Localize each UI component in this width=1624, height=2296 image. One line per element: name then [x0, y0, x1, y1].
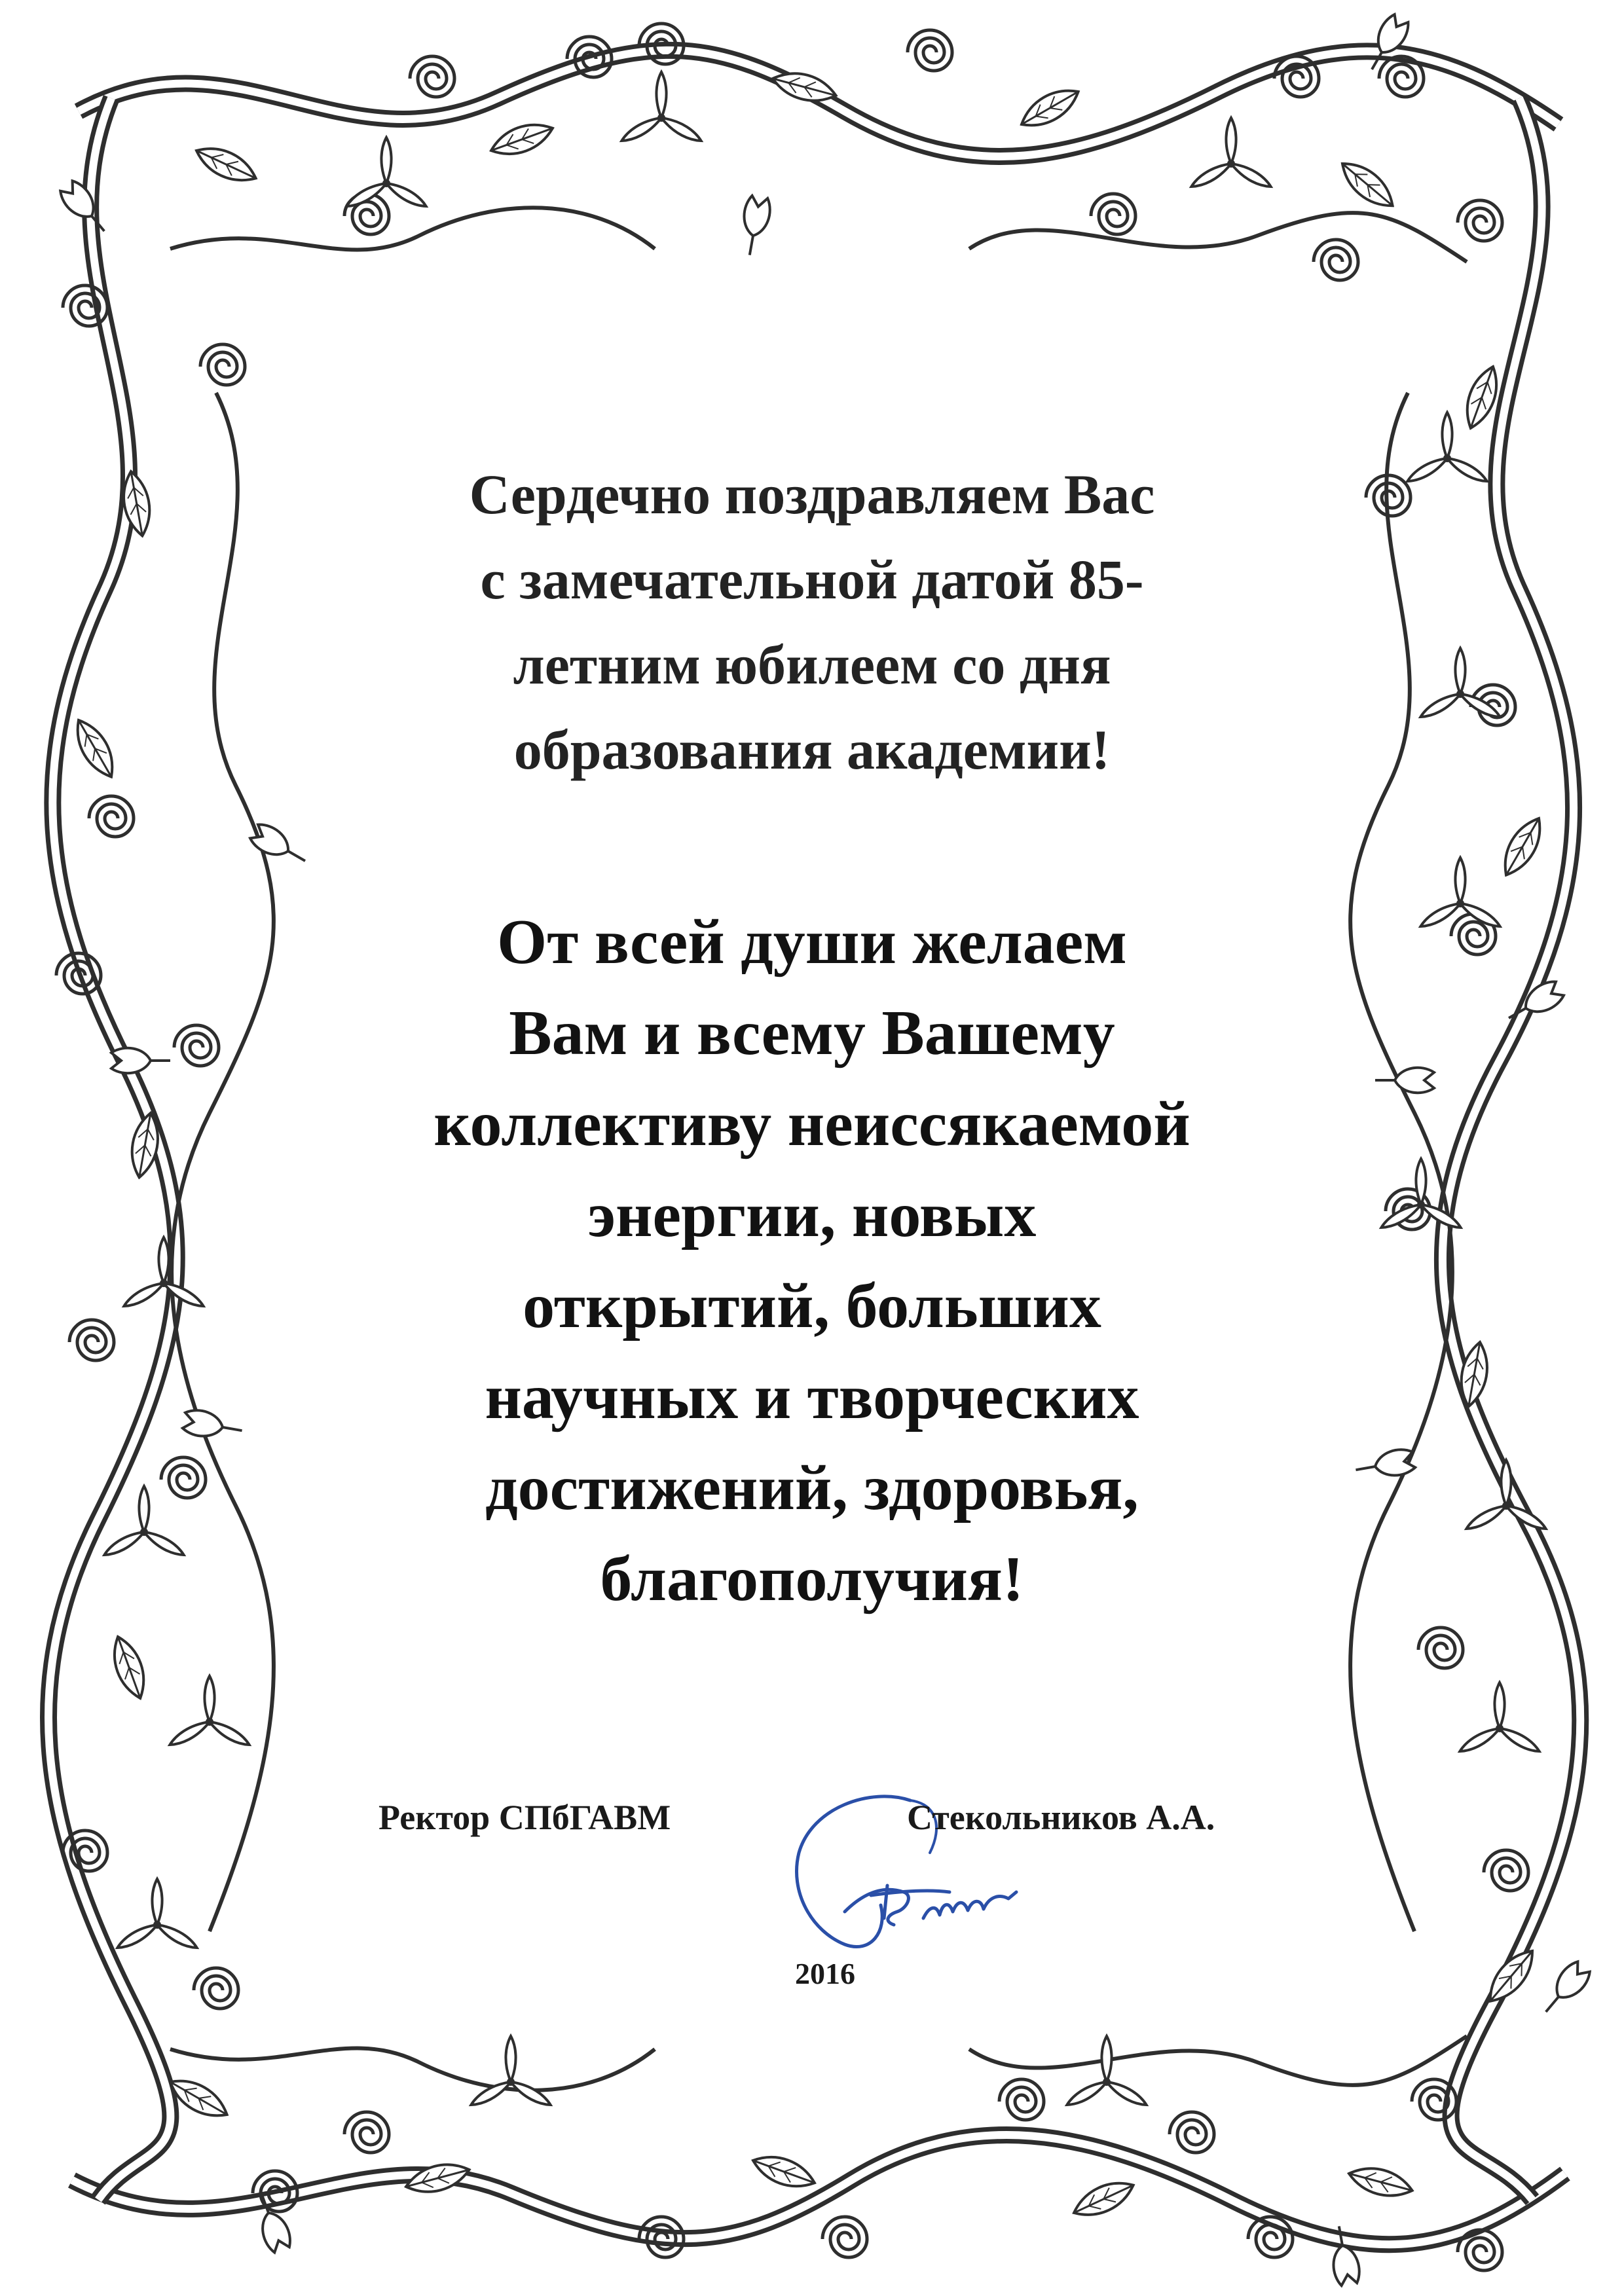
wishes-line: благополучия! [600, 1544, 1024, 1614]
signer-name: Стекольников А.А. [907, 1798, 1215, 1837]
wishes-line: открытий, больших [523, 1271, 1101, 1341]
signer-position: Ректор СПбГАВМ [378, 1798, 671, 1837]
greeting-line: Сердечно поздравляем Вас [469, 463, 1155, 526]
wishes-paragraph [314, 897, 1310, 1625]
greeting-line: летним юбилеем со дня [513, 633, 1111, 696]
document-year: 2016 [795, 1957, 855, 1990]
wishes-line: энергии, новых [587, 1180, 1037, 1250]
greeting-line: образования академии! [513, 718, 1111, 781]
wishes-line: научных и творческих [485, 1362, 1139, 1432]
wishes-line: коллективу неиссякаемой [434, 1089, 1190, 1159]
wishes-line: От всей души желаем [497, 907, 1127, 977]
wishes-line: Вам и всему Вашему [509, 998, 1115, 1068]
wishes-line: достижений, здоровья, [485, 1453, 1139, 1523]
greeting-line: с замечательной датой 85- [480, 548, 1144, 611]
greeting-paragraph [314, 452, 1310, 792]
